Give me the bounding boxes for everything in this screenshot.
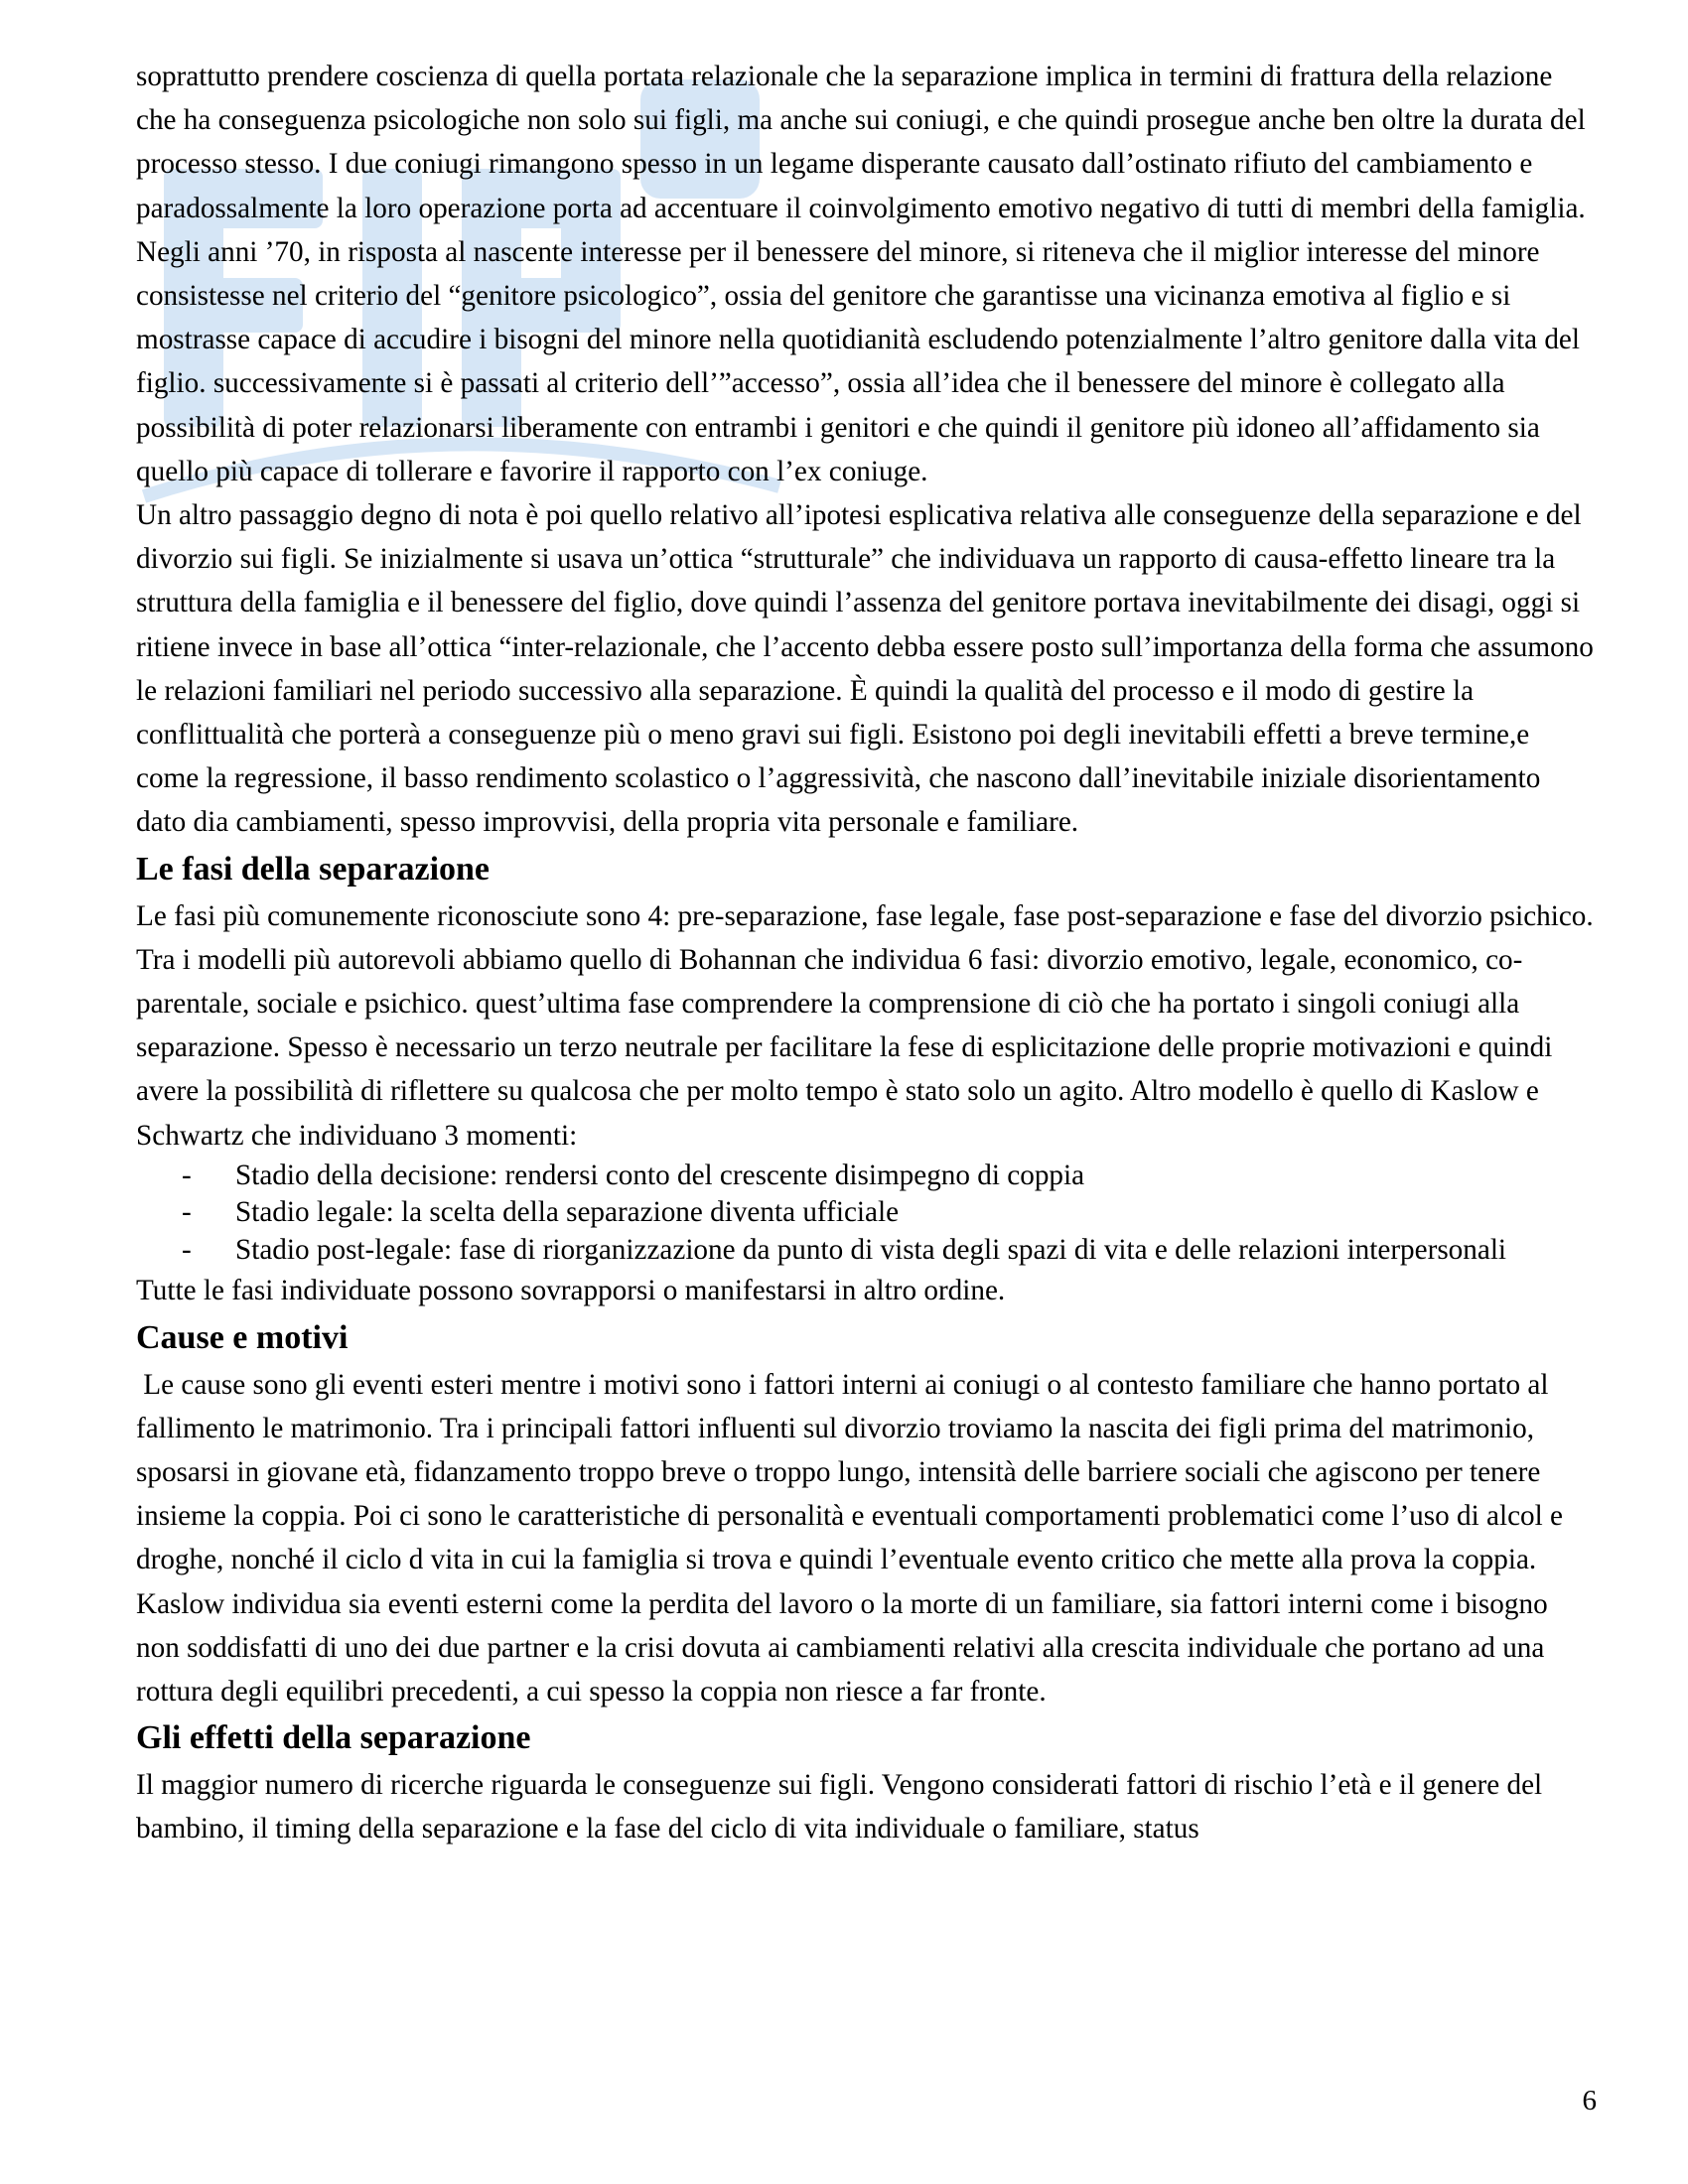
list-item-text: Stadio post-legale: fase di riorganizzazione da punto di vista degli spazi di vita e delle relazioni interpersonali <box>235 1233 1507 1266</box>
paragraph: Le cause sono gli eventi esteri mentre i motivi sono i fattori interni ai coniugi o al contesto familiare che hanno portato al fallimento le matrimonio. Tra i principali fattori influenti sul divorzio troviamo la nascita dei figli prima del matrimonio, sposarsi in giovane età, fidanzamento troppo breve o troppo lungo, intensità delle barriere sociali che agiscono per tenere insieme la coppia. Poi ci sono le caratteristiche di personalità e eventuali comportamenti problematici come l’uso di alcol e droghe, nonché il ciclo d vita in cui la famiglia si trova e quindi l’eventuale evento critico che mette alla prova la coppia. Kaslow individua sia eventi esterni come la perdita del lavoro o la morte di un familiare, sia fattori interni come i bisogno non soddisfatti di uno dei due partner e la crisi dovuta ai cambiamenti relativi alla crescita individuale che portano ad una rottura degli equilibri precedenti, a cui spesso la coppia non riesce a far fronte. <box>136 1368 1571 1707</box>
dash-marker: - <box>182 1159 192 1191</box>
paragraph: Tutte le fasi individuate possono sovrapporsi o manifestarsi in altro ordine. <box>136 1275 1006 1307</box>
paragraph: Il maggior numero di ricerche riguarda le conseguenze sui figli. Vengono considerati fattori di rischio l’età e il genere del bambino, il timing della separazione e la fase del ciclo di vita individuale o familiare, status <box>136 1769 1543 1845</box>
list-item <box>136 1194 1596 1232</box>
dash-marker: - <box>182 1233 192 1266</box>
section-heading: Le fasi della separazione <box>136 850 491 887</box>
dash-marker: - <box>182 1196 192 1229</box>
paragraph: Un altro passaggio degno di nota è poi quello relativo all’ipotesi esplicativa relativa alle conseguenze della separazione e del divorzio sui figli. Se inizialmente si usava un’ottica “strutturale” che individuava un rapporto di causa-effetto lineare tra la struttura della famiglia e il benessere del figlio, dove quindi l’assenza del genitore portava inevitabilmente dei disagi, oggi si ritiene invece in base all’ottica “inter-relazionale, che l’accento debba essere posto sull’importanza della forma che assumono le relazioni familiari nel periodo successivo alla separazione. È quindi la qualità del processo e il modo di gestire la conflittualità che porterà a conseguenze più o meno gravi sui figli. Esistono poi degli inevitabili effetti a breve termine,e come la regressione, il basso rendimento scolastico o l’aggressività, che nascono dall’inevitabile iniziale disorientamento dato dia cambiamenti, spesso improvvisi, della propria vita personale e familiare. <box>136 499 1594 839</box>
document-body <box>136 55 1596 1851</box>
list-item <box>136 1158 1596 1195</box>
list-item-text: Stadio della decisione: rendersi conto del crescente disimpegno di coppia <box>235 1159 1085 1191</box>
list-item-text: Stadio legale: la scelta della separazione diventa ufficiale <box>235 1196 900 1229</box>
list-item <box>136 1232 1596 1270</box>
page-number: 6 <box>1582 2085 1597 2116</box>
section-heading: Cause e motivi <box>136 1318 349 1356</box>
paragraph: Le fasi più comunemente riconosciute sono 4: pre-separazione, fase legale, fase post-separazione e fase del divorzio psichico. Tra i modelli più autorevoli abbiamo quello di Bohannan che individua 6 fasi: divorzio emotivo, legale, economico, co-parentale, sociale e psichico. quest’ultima fase comprendere la comprensione di ciò che ha portato i singoli coniugi alla separazione. Spesso è necessario un terzo neutrale per facilitare la fese di esplicitazione delle proprie motivazioni e quindi avere la possibilità di riflettere su qualcosa che per molto tempo è stato solo un agito. Altro modello è quello di Kaslow e Schwartz che individuano 3 momenti: <box>136 899 1594 1152</box>
paragraph: soprattutto prendere coscienza di quella portata relazionale che la separazione implica in termini di frattura della relazione che ha conseguenza psicologiche non solo sui figli, ma anche sui coniugi, e che quindi prosegue anche ben oltre la durata del processo stesso. I due coniugi rimangono spesso in un legame disperante causato dall’ostinato rifiuto del cambiamento e paradossalmente la loro operazione porta ad accentuare il coinvolgimento emotivo negativo di tutti di membri della famiglia. Negli anni ’70, in risposta al nascente interesse per il benessere del minore, si riteneva che il miglior interesse del minore consistesse nel criterio del “genitore psicologico”, ossia del genitore che garantisse una vicinanza emotiva al figlio e si mostrasse capace di accudire i bisogni del minore nella quotidianità escludendo potenzialmente l’altro genitore dalla vita del figlio. successivamente si è passati al criterio dell’”accesso”, ossia all’idea che il benessere del minore è collegato alla possibilità di poter relazionarsi liberamente con entrambi i genitori e che quindi il genitore più idoneo all’affidamento sia quello più capace di tollerare e favorire il rapporto con l’ex coniuge. <box>136 61 1586 487</box>
bullet-list <box>136 1158 1596 1270</box>
section-heading: Gli effetti della separazione <box>136 1719 531 1757</box>
